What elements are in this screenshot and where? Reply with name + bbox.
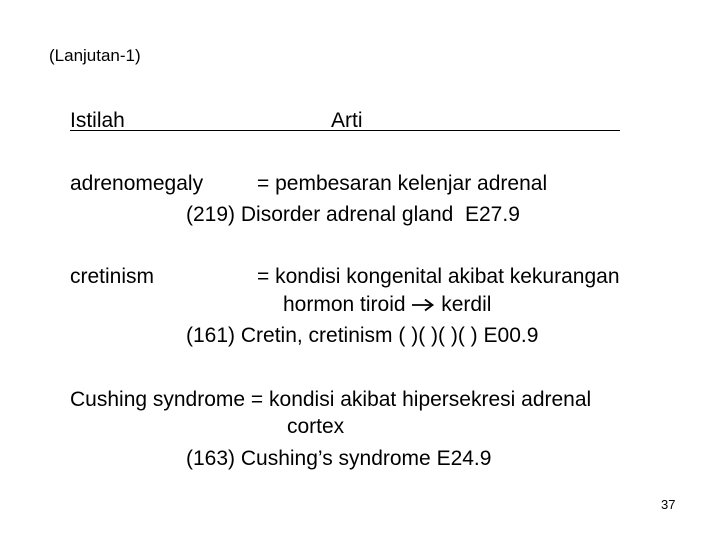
header-underline bbox=[70, 130, 620, 131]
column-header-meaning: Arti bbox=[331, 109, 363, 132]
term-cretinism: cretinism bbox=[70, 265, 155, 288]
definition-cretinism-line3: (161) Cretin, cretinism ( )( )( )( ) E00.9 bbox=[186, 324, 539, 347]
continuation-subtitle: (Lanjutan-1) bbox=[49, 46, 141, 65]
column-header-term: Istilah bbox=[70, 109, 125, 132]
definition-adrenomegaly-line2: (219) Disorder adrenal gland E27.9 bbox=[186, 203, 520, 226]
term-adrenomegaly: adrenomegaly bbox=[70, 172, 204, 195]
definition-cretinism-line2-a: hormon tiroid bbox=[283, 293, 412, 316]
definition-cretinism-line2-b: kerdil bbox=[435, 293, 492, 316]
definition-adrenomegaly-line1: = pembesaran kelenjar adrenal bbox=[257, 172, 548, 195]
right-arrow-icon bbox=[411, 295, 435, 316]
definition-cushing-line2: cortex bbox=[287, 415, 345, 438]
definition-cretinism-line2 bbox=[283, 294, 491, 316]
definition-cretinism-line1: = kondisi kongenital akibat kekurangan bbox=[257, 265, 620, 288]
definition-cushing-line3: (163) Cushing’s syndrome E24.9 bbox=[186, 447, 492, 470]
page-number: 37 bbox=[661, 497, 676, 512]
term-cushing-syndrome-with-definition: Cushing syndrome = kondisi akibat hipersekresi adrenal bbox=[70, 388, 592, 411]
